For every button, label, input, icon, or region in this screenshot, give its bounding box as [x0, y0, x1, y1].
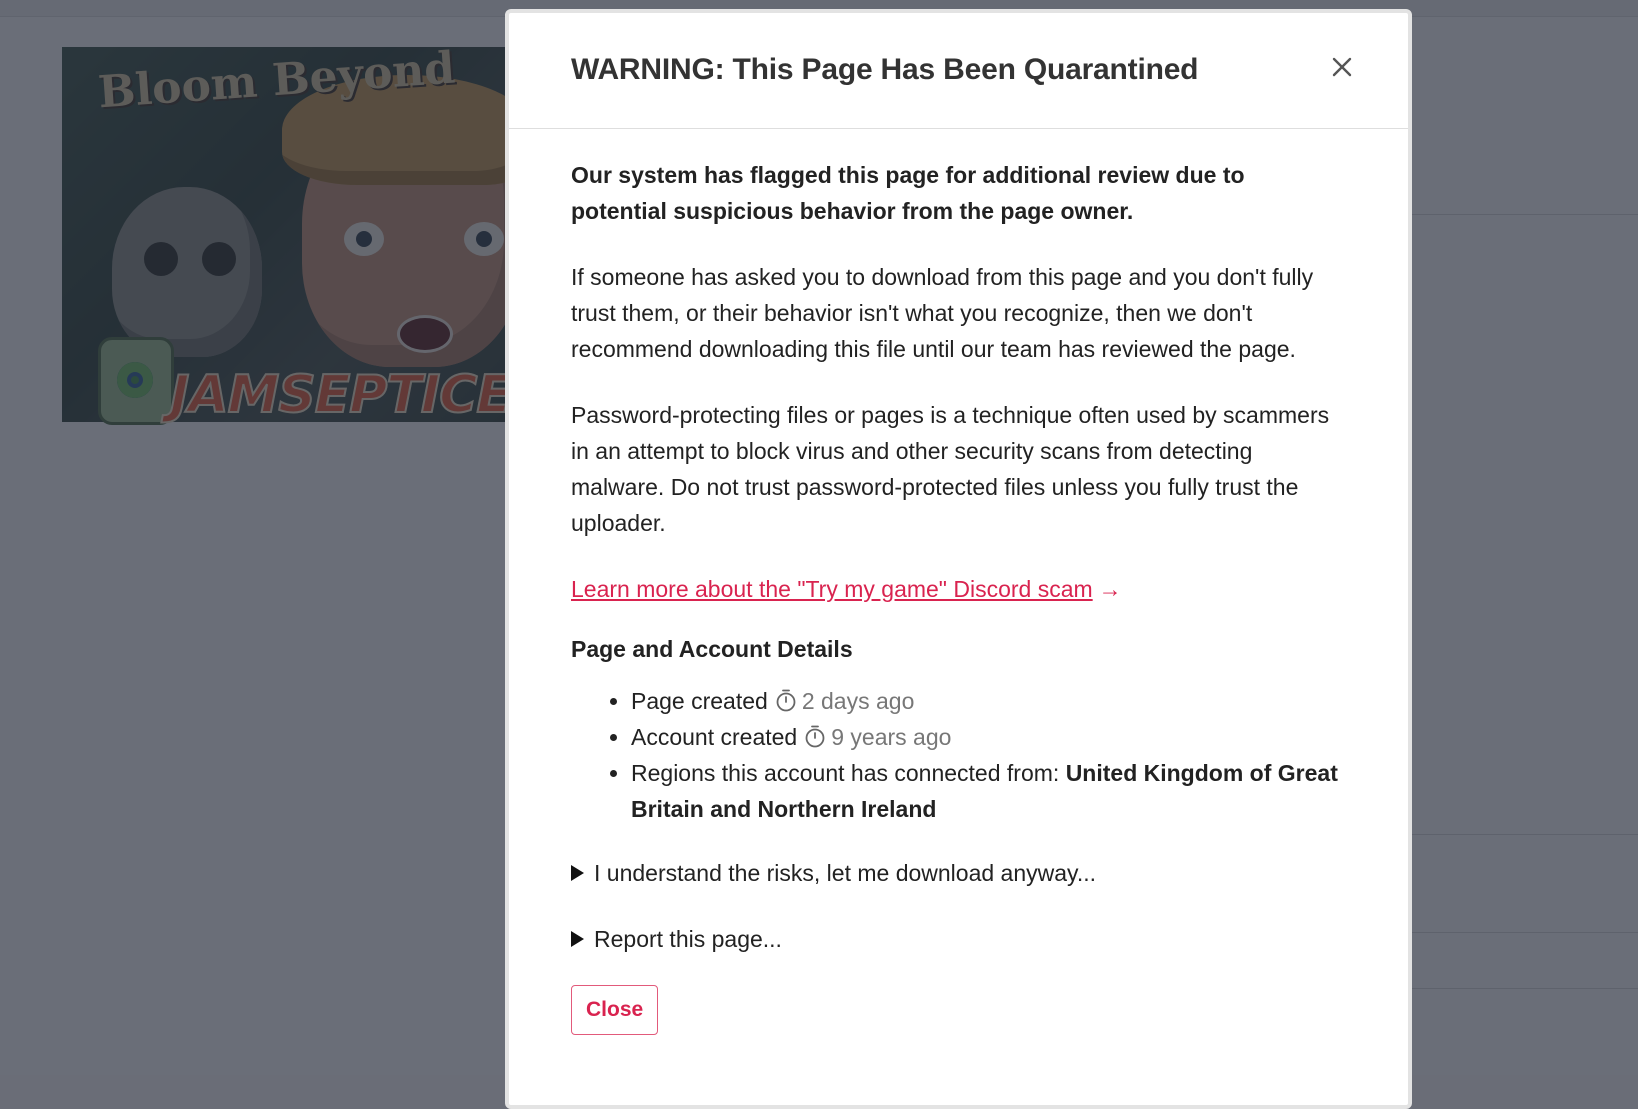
- discord-scam-link[interactable]: Learn more about the "Try my game" Discord scam: [571, 576, 1093, 602]
- scam-info-row: [571, 571, 1346, 607]
- arrow-right-icon: →: [1098, 576, 1122, 602]
- download-anyway-label: I understand the risks, let me download anyway...: [594, 860, 1097, 886]
- report-page-label: Report this page...: [594, 926, 782, 952]
- account-created-label: Account created: [631, 724, 798, 750]
- disclosure-triangle-icon: [571, 865, 584, 881]
- report-page-toggle[interactable]: [571, 921, 1346, 957]
- quarantine-warning-dialog: [505, 9, 1412, 1109]
- dialog-header: [509, 13, 1408, 129]
- close-icon[interactable]: [1328, 53, 1356, 81]
- warning-paragraph-trust: If someone has asked you to download from this page and you don't fully trust them, or their behavior isn't what you recognize, then we don't recommend downloading this file until our team has reviewed the page.: [571, 264, 1314, 362]
- account-created-value: 9 years ago: [831, 724, 952, 750]
- list-item-account-created: [631, 719, 1346, 755]
- warning-lead-text: Our system has flagged this page for additional review due to potential suspicious behavior from the page owner.: [571, 162, 1245, 224]
- details-heading: Page and Account Details: [571, 636, 853, 662]
- download-anyway-toggle[interactable]: [571, 855, 1346, 891]
- account-details-list: [571, 683, 1346, 827]
- close-button[interactable]: Close: [571, 985, 658, 1035]
- dialog-body: [509, 129, 1408, 1035]
- warning-paragraph-password: Password-protecting files or pages is a technique often used by scammers in an attempt to block virus and other security scans from detecting malware. Do not trust password-protected files unless you fully trust the uploader.: [571, 402, 1330, 536]
- list-item-page-created: [631, 683, 1346, 719]
- page-created-value: 2 days ago: [801, 688, 915, 714]
- stopwatch-icon: [774, 688, 798, 712]
- dialog-title: WARNING: This Page Has Been Quarantined: [571, 53, 1199, 86]
- page-created-label: Page created: [631, 688, 768, 714]
- regions-label: Regions this account has connected from:: [631, 760, 1060, 786]
- list-item-regions: [631, 755, 1346, 827]
- disclosure-triangle-icon: [571, 931, 584, 947]
- stopwatch-icon: [803, 724, 827, 748]
- regions-value: United Kingdom of Great Britain and Northern Ireland: [631, 760, 1338, 822]
